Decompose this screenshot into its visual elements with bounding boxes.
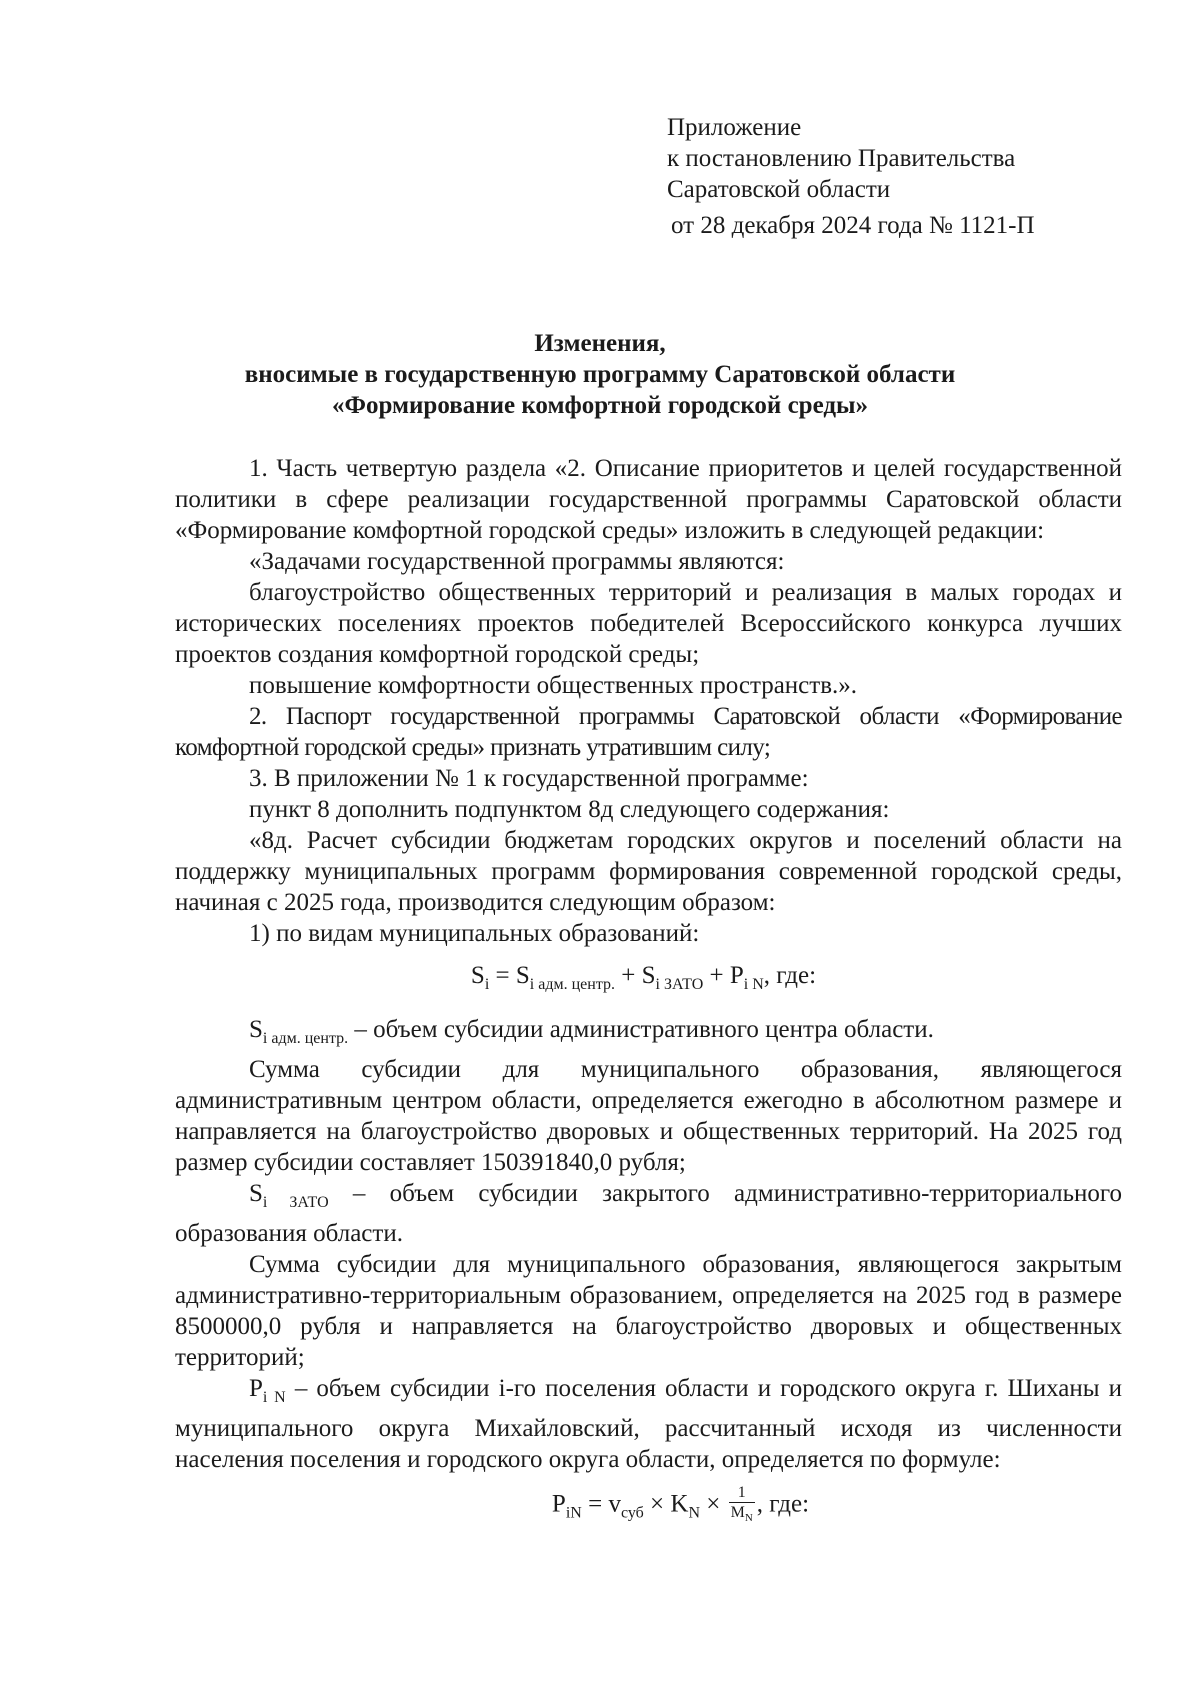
document-body	[175, 453, 1122, 1542]
title-line-3: «Формирование комфортной городской среды»	[331, 392, 869, 419]
f2-fraction-num: 1	[729, 1483, 755, 1503]
term-s-zato-label: ЗАТО	[289, 1194, 329, 1211]
f2-v-sub: суб	[620, 1504, 644, 1522]
f2-times-1: ×	[643, 1490, 671, 1518]
f1-eq: =	[489, 962, 516, 989]
f2-fraction-m: M	[730, 1504, 745, 1521]
formula-settlement-subsidy	[175, 1483, 1122, 1528]
paragraph-14	[175, 1373, 1122, 1475]
f1-plus-2: +	[703, 962, 730, 989]
document-title	[0, 328, 1200, 421]
approval-line-region: Саратовской области	[667, 176, 891, 203]
paragraph-12	[175, 1178, 1122, 1249]
f1-plus-1: +	[615, 962, 642, 989]
f1-s3-zato: ЗАТО	[664, 976, 704, 993]
term-p-in: P	[249, 1375, 263, 1402]
paragraph-9: 1) по видам муниципальных образований:	[249, 920, 700, 947]
f1-s: S	[470, 962, 485, 989]
f2-k: K	[670, 1490, 689, 1518]
paragraph-10-text: – объем субсидии административного центра области.	[348, 1016, 934, 1043]
term-s-adm-i: i	[262, 1030, 268, 1047]
formula-subsidy-types	[175, 960, 1122, 1000]
paragraph-5: 2. Паспорт государственной программы Саратовской области «Формирование комфортной городской среды» признать утратившим силу;	[175, 703, 1122, 761]
f2-times-2: ×	[700, 1490, 727, 1518]
f2-tail: , где:	[756, 1490, 810, 1518]
paragraph-8: «8д. Расчет субсидии бюджетам городских округов и поселений области на поддержку муниципальных программ формирования современной городской среды, начиная с 2025 года, производится следующим образом:	[175, 827, 1122, 916]
f1-p: P	[729, 962, 744, 989]
approval-line-appendix: Приложение	[667, 114, 802, 141]
paragraph-4: повышение комфортности общественных пространств.».	[249, 672, 857, 699]
f1-s-sub: i	[484, 976, 490, 993]
paragraph-14-text: – объем субсидии i-го поселения области и городского округа г. Шиханы и муниципального округа Михайловский, рассчитанный исходя из численности населения поселения и городского округа области, определяется по формуле:	[175, 1375, 1123, 1473]
f1-p-sub: i N	[743, 976, 764, 993]
f2-fraction-m-sub: N	[744, 1512, 753, 1525]
f1-s2: S	[515, 962, 530, 989]
f2-p: P	[551, 1490, 566, 1518]
f2-p-sub: iN	[565, 1504, 582, 1522]
approval-line-resolution: к постановлению Правительства	[667, 145, 1016, 172]
term-p-in-sub: i N	[262, 1389, 286, 1406]
term-s-zato: S	[249, 1180, 263, 1207]
paragraph-12-text: – объем субсидии закрытого административно-территориального образования области.	[175, 1180, 1122, 1247]
paragraph-2: «Задачами государственной программы являются:	[249, 548, 785, 575]
f2-eq: =	[581, 1490, 609, 1518]
title-line-2: вносимые в государственную программу Саратовской области	[244, 361, 956, 388]
f1-s3-i: i	[655, 976, 660, 993]
paragraph-10	[175, 1014, 1122, 1054]
paragraph-11: Сумма субсидии для муниципального образования, являющегося административным центром области, определяется ежегодно в абсолютном размере и направляется на благоустройство дворовых и общественных территорий. На 2025 год размер субсидии составляет 150391840,0 рубля;	[175, 1056, 1122, 1176]
paragraph-6: 3. В приложении № 1 к государственной программе:	[249, 765, 809, 792]
f2-k-sub: N	[688, 1504, 700, 1522]
f2-fraction-den	[729, 1503, 755, 1528]
f1-tail: , где:	[763, 962, 817, 989]
term-s-adm: S	[249, 1016, 263, 1043]
paragraph-1: 1. Часть четвертую раздела «2. Описание приоритетов и целей государственной политики в сфере реализации государственной программы Саратовской области «Формирование комфортной городской среды» изложить в следующей редакции:	[175, 455, 1122, 544]
paragraph-7: пункт 8 дополнить подпунктом 8д следующего содержания:	[249, 796, 890, 823]
f2-v: v	[608, 1490, 621, 1518]
f1-s2-adm: адм. центр.	[538, 976, 616, 993]
term-s-adm-label: адм. центр.	[271, 1030, 349, 1047]
f1-s2-i: i	[529, 976, 535, 993]
title-line-1: Изменения,	[534, 330, 666, 357]
term-s-zato-i: i	[262, 1194, 268, 1211]
approval-line-date: от 28 декабря 2024 года № 1121-П	[671, 212, 1035, 239]
approval-block	[667, 112, 1035, 241]
f2-fraction	[729, 1483, 755, 1528]
f1-s3: S	[641, 962, 656, 989]
paragraph-13: Сумма субсидии для муниципального образования, являющегося закрытым административно-территориальным образованием, определяется на 2025 год в размере 8500000,0 рубля и направляется на благоустройство дворовых и общественных территорий;	[175, 1251, 1122, 1371]
paragraph-3: благоустройство общественных территорий и реализация в малых городах и исторических поселениях проектов победителей Всероссийского конкурса лучших проектов создания комфортной городской среды;	[175, 579, 1122, 668]
